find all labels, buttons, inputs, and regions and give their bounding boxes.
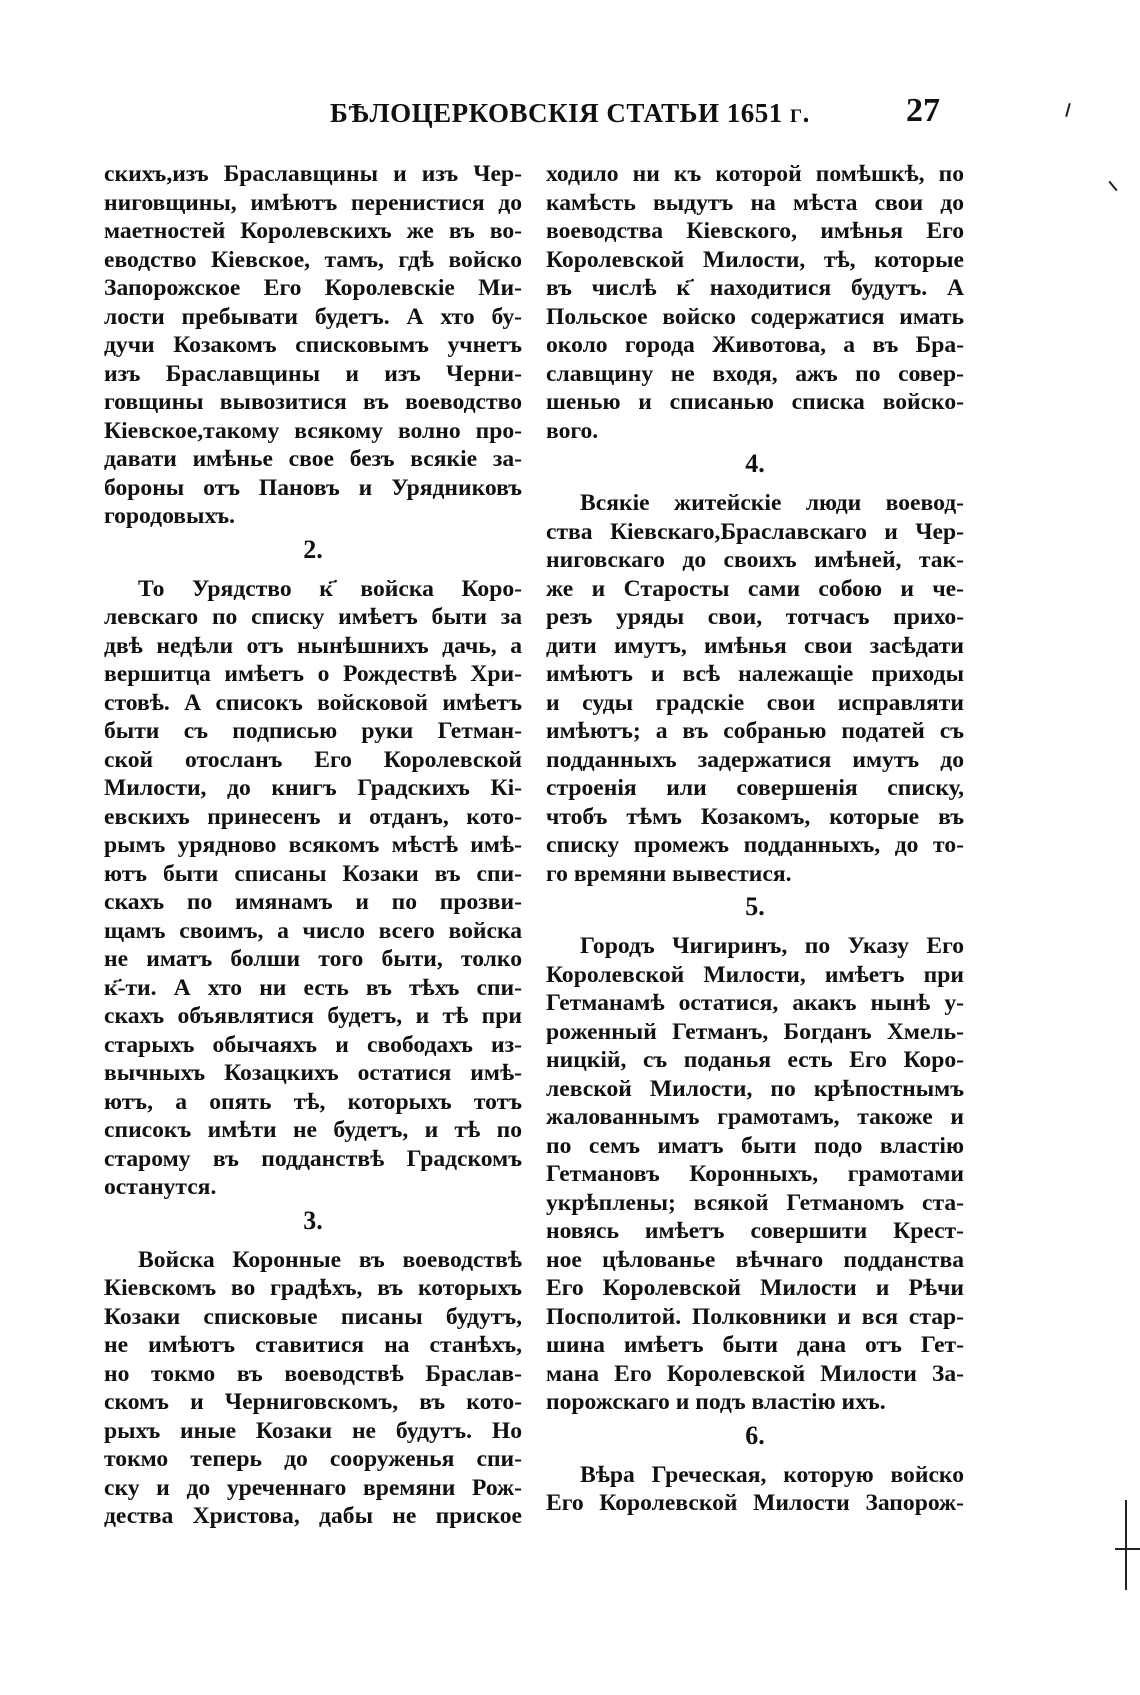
text-line: еводство Кіевское, тамъ, гдѣ войско: [104, 246, 522, 273]
page-number: 27: [906, 92, 940, 129]
left-column: [104, 160, 522, 1531]
left-paragraph-section-2: [104, 575, 522, 1202]
right-paragraph-continued: [546, 160, 964, 445]
section-number-4: 4.: [745, 449, 765, 478]
text-line: Милости, до книгъ Градскихъ Кі-: [104, 775, 522, 801]
text-line: ницкій, съ поданья есть Его Коро-: [546, 1047, 964, 1073]
text-line: рыхъ иные Козаки не будутъ. Но: [104, 1417, 522, 1444]
text-line: не иматъ болши того быти, толко: [104, 946, 522, 972]
text-line: Войска Коронные въ воеводствѣ: [138, 1246, 522, 1273]
margin-mark: [1108, 181, 1117, 191]
text-line: Городъ Чигиринъ, по Указу Его: [580, 933, 964, 959]
text-line: левскаго по списку имѣетъ быти за: [104, 604, 522, 630]
text-line: роженный Гетманъ, Богданъ Хмель-: [546, 1018, 964, 1045]
section-number-6: 6.: [745, 1420, 765, 1450]
text-line: Кіевское,такому всякому волно про-: [104, 417, 522, 444]
text-line: ства Кіевскаго,Браславскаго и Чер-: [546, 518, 964, 545]
text-line: стовѣ. А списокъ войсковой имѣетъ: [104, 689, 522, 716]
text-line: бороны отъ Пановъ и Урядниковъ: [104, 474, 522, 501]
text-line: шина имѣетъ быти дана отъ Гет-: [546, 1332, 964, 1358]
text-line: го времяни вывестися.: [546, 860, 792, 887]
text-line: Гетмановъ Коронныхъ, грамотами: [546, 1161, 964, 1187]
text-line: ниговскаго до своихъ имѣней, так-: [546, 547, 964, 573]
text-line: Польское войско содержатися имать: [546, 303, 964, 330]
text-line: списку промежъ подданныхъ, до то-: [546, 832, 964, 858]
text-line: скихъ,изъ Браславщины и изъ Чер-: [104, 161, 522, 187]
right-paragraph-section-4: [546, 489, 964, 888]
text-line: Королевской Милости, имѣетъ при: [546, 961, 964, 988]
text-line: ску и до уреченнаго времяни Рож-: [104, 1474, 522, 1501]
text-line: двѣ недѣли отъ нынѣшнихъ дачь, а: [104, 632, 522, 659]
text-line: славщину не входя, ажъ по совер-: [546, 360, 964, 387]
right-paragraph-section-6: [546, 1461, 964, 1518]
margin-mark: [1115, 1548, 1140, 1550]
text-line: чтобъ тѣмъ Козакомъ, которые въ: [546, 803, 964, 830]
right-paragraph-section-5: [546, 932, 964, 1417]
text-line: строенія или совершенія списку,: [546, 775, 964, 801]
text-line: лости пребывати будетъ. А хто бу-: [104, 303, 522, 330]
margin-mark: [1125, 1500, 1127, 1590]
text-line: Посполитой. Полковники и вся стар-: [546, 1303, 964, 1330]
text-line: и суды градскіе свои исправляти: [546, 689, 964, 716]
text-line: рымъ урядново всякомъ мѣстѣ имѣ-: [104, 832, 522, 858]
text-line: ютъ, а опять тѣ, которыхъ тотъ: [104, 1088, 522, 1115]
text-line: но токмо въ воеводствѣ Браслав-: [104, 1360, 522, 1387]
running-title: БѢЛОЦЕРКОВСКІЯ СТАТЬИ 1651 г.: [330, 98, 810, 128]
text-line: вершитца имѣетъ о Рождествѣ Хри-: [104, 661, 522, 687]
text-line: укрѣплены; всякой Гетманомъ ста-: [546, 1189, 964, 1216]
text-line: ниговщины, имѣютъ перенистися до: [104, 189, 522, 216]
text-line: скахъ по имянамъ и по прозви-: [104, 889, 522, 915]
text-line: токмо теперь до сооруженья спи-: [104, 1446, 522, 1472]
text-line: Королевской Милости, тѣ, которые: [546, 246, 964, 273]
text-line: ходило ни къ которой помѣшкѣ, по: [546, 161, 964, 187]
text-line: дества Христова, дабы не приское: [104, 1503, 522, 1529]
text-line: Кіевскомъ во градѣхъ, въ которыхъ: [104, 1275, 522, 1301]
text-line: Его Королевской Милости Запорож-: [546, 1490, 964, 1516]
text-line: щамъ своимъ, а число всего войска: [104, 917, 522, 944]
section-number-2: 2.: [303, 534, 323, 564]
text-line: То Урядство к҃ войска Коро-: [138, 575, 522, 602]
text-line: Гетманамѣ остатися, акакъ нынѣ у-: [546, 990, 964, 1016]
text-line: имѣютъ; а въ собранью податей съ: [546, 718, 964, 744]
text-line: списокъ имѣти не будетъ, и тѣ по: [104, 1117, 522, 1143]
right-column: [546, 160, 964, 1518]
text-line: ютъ быти списаны Козаки въ спи-: [104, 860, 522, 887]
text-line: не имѣютъ ставитися на станѣхъ,: [104, 1332, 522, 1358]
text-line: левской Милости, по крѣпостнымъ: [546, 1075, 964, 1102]
text-line: ное цѣлованье вѣчнаго подданства: [546, 1246, 964, 1273]
text-line: въ числѣ к҃ находитися будутъ. А: [546, 275, 964, 301]
text-line: к҃-ти. А хто ни есть въ тѣхъ спи-: [104, 974, 522, 1001]
text-line: ской отосланъ Его Королевской: [104, 746, 522, 773]
left-paragraph-continued: [104, 160, 522, 531]
text-line: скомъ и Черниговскомъ, въ кото-: [104, 1389, 522, 1415]
text-line: старому въ подданствѣ Градскомъ: [104, 1145, 522, 1172]
text-line: дучи Козакомъ списковымъ учнетъ: [104, 332, 522, 358]
text-line: по семъ иматъ быти подо властію: [546, 1132, 964, 1159]
text-line: давати имѣнье свое безъ всякіе за-: [104, 446, 522, 472]
section-number-3: 3.: [303, 1205, 323, 1235]
text-line: камѣсть выдутъ на мѣста свои до: [546, 189, 964, 216]
text-line: новясь имѣетъ совершити Крест-: [546, 1218, 964, 1244]
text-line: Вѣра Греческая, которую войско: [580, 1461, 964, 1488]
text-line: вычныхъ Козацкихъ остатися имѣ-: [104, 1060, 522, 1086]
text-line: изъ Браславщины и изъ Черни-: [104, 360, 522, 387]
margin-mark: [1065, 103, 1071, 117]
text-line: Запорожское Его Королевскіе Ми-: [104, 275, 522, 301]
text-line: дити имутъ, имѣнья свои засѣдати: [546, 632, 964, 659]
text-line: порожскаго и подъ властію ихъ.: [546, 1389, 886, 1415]
text-line: городовыхъ.: [104, 503, 236, 529]
text-line: Всякіе житейскіе люди воевод-: [580, 490, 964, 516]
text-line: Его Королевской Милости и Рѣчи: [546, 1275, 964, 1301]
text-line: маетностей Королевскихъ же въ во-: [104, 218, 522, 244]
text-line: имѣютъ и всѣ належащіе приходы: [546, 661, 964, 687]
text-line: резъ уряды свои, тотчасъ прихо-: [546, 604, 964, 630]
text-line: быти съ подписью руки Гетман-: [104, 718, 522, 744]
section-number-5: 5.: [745, 892, 765, 921]
text-line: старыхъ обычаяхъ и свободахъ из-: [104, 1031, 522, 1058]
text-line: жалованнымъ грамотамъ, такоже и: [546, 1104, 964, 1130]
text-line: воеводства Кіевского, имѣнья Его: [546, 218, 964, 244]
text-line: мана Его Королевской Милости За-: [546, 1360, 964, 1387]
text-line: останутся.: [104, 1174, 217, 1200]
text-line: подданныхъ задержатися имутъ до: [546, 746, 964, 773]
text-line: вого.: [546, 417, 599, 444]
text-line: евскихъ принесенъ и отданъ, кото-: [104, 803, 522, 830]
left-paragraph-section-3: [104, 1246, 522, 1531]
text-line: около города Животова, а въ Бра-: [546, 332, 964, 358]
text-line: говщины вывозитися въ воеводство: [104, 389, 522, 415]
text-line: Козаки списковые писаны будутъ,: [104, 1303, 522, 1330]
text-line: же и Старосты сами собою и че-: [546, 575, 964, 602]
text-line: шенью и списанью списка войско-: [546, 389, 964, 415]
text-line: скахъ объявлятися будетъ, и тѣ при: [104, 1003, 522, 1029]
